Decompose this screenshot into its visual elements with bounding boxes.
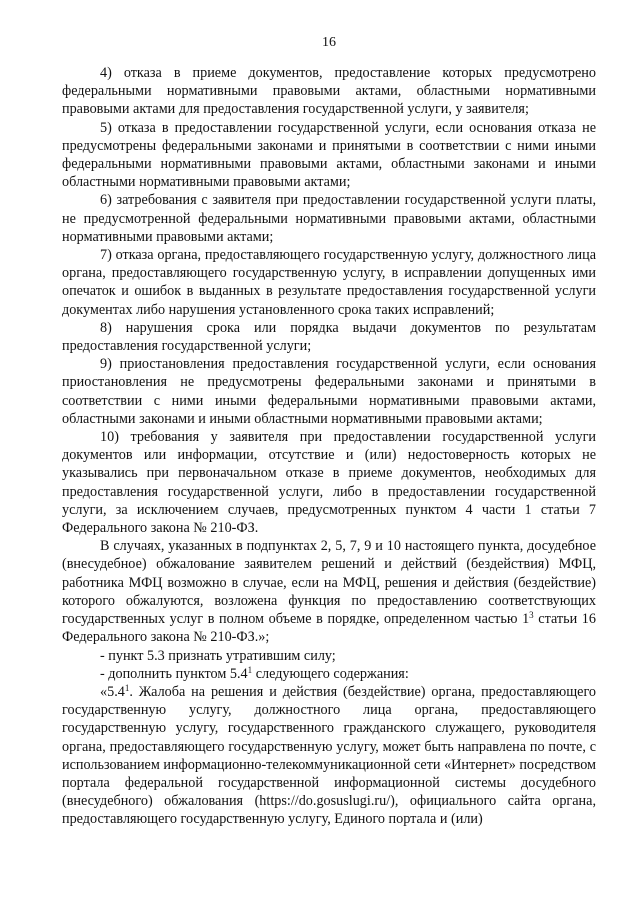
paragraph-mfc-cases	[62, 537, 596, 646]
paragraph-item-5: 5) отказа в предоставлении государственной услуги, если основания отказа не предусмотрены федеральными законами и принятыми в соответствии с ними иными федеральными нормативными правовыми актами, областными законами и иными областными нормативными правовыми актами;	[62, 119, 596, 191]
paragraph-item-4: 4) отказа в приеме документов, предоставление которых предусмотрено федеральными нормативными правовыми актами, областными нормативными правовыми актами для предоставления государственной услуги, у заявителя;	[62, 65, 596, 118]
paragraph-mfc-cases-text: В случаях, указанных в подпунктах 2, 5, 7, 9 и 10 настоящего пункта, досудебное (внесудебное) обжалование заявителем решений и действий (бездействия) МФЦ, работника МФЦ возможно в случае, если на МФЦ, решения и действия (бездействие) которого обжалуются, возложена функция по предоставлению соответствующих государственных услуг в полном объеме в порядке, определенном частью 1	[62, 538, 596, 628]
paragraph-item-6: 6) затребования с заявителя при предоставлении государственной услуги платы, не предусмотренной федеральными нормативными правовыми актами, областными нормативными правовыми актами;	[62, 192, 596, 245]
superscript: 1	[124, 682, 130, 693]
paragraph-clause-5-4-1	[62, 683, 596, 829]
superscript: 3	[529, 610, 534, 621]
paragraph-add-clause	[62, 665, 596, 683]
paragraph-add-clause-text-end: следующего содержания:	[252, 665, 409, 682]
superscript: 1	[247, 664, 253, 675]
paragraph-item-7: 7) отказа органа, предоставляющего государственную услугу, должностного лица органа, предоставляющего государственную услугу, в исправлении допущенных ими опечаток и ошибок в выданных в результате предоставления государственной услуги документах либо нарушения установленного срока таких исправлений;	[62, 247, 596, 318]
document-body	[62, 64, 596, 829]
paragraph-clause-5-4-1-start: «5.4	[100, 683, 125, 700]
paragraph-item-9: 9) приостановления предоставления государственной услуги, если основания приостановления не предусмотрены федеральными законами и принятыми в соответствии с ними иными федеральными нормативными правовыми актами, областными законами и иными областными нормативными правовыми актами;	[62, 356, 596, 427]
paragraph-item-10: 10) требования у заявителя при предоставлении государственной услуги документов или информации, отсутствие и (или) недостоверность которых не указывались при первоначальном отказе в приеме документов, необходимых для предоставления государственной услуги, либо в предоставлении государственной услуги, за исключением случаев, предусмотренных пунктом 4 части 1 статьи 7 Федерального закона № 210-ФЗ.	[62, 429, 596, 537]
paragraph-add-clause-text: - дополнить пунктом 5.4	[100, 665, 248, 682]
paragraph-clause-5-4-1-text: . Жалоба на решения и действия (бездействие) органа, предоставляющего государственную услугу, должностного лица органа, предоставляющего государственную услугу, государственного гражданского служащего, руководителя органа, предоставляющего государственную услугу, может быть направлена по почте, с использованием информационно-телекоммуникационной сети «Интернет» посредством портала федеральной государственной информационной системы досудебного (внесудебного) обжалования (https://do.gosuslugi.ru/), официального сайта органа, предоставляющего государственную услугу, Единого портала и (или)	[62, 683, 596, 828]
paragraph-mfc-cases-text-end: статьи 16 Федерального закона № 210-ФЗ.»;	[62, 611, 596, 646]
paragraph-clause-5-3: - пункт 5.3 признать утратившим силу;	[100, 647, 336, 664]
page-number: 16	[322, 35, 336, 50]
paragraph-item-8: 8) нарушения срока или порядка выдачи документов по результатам предоставления государственной услуги;	[62, 319, 596, 355]
